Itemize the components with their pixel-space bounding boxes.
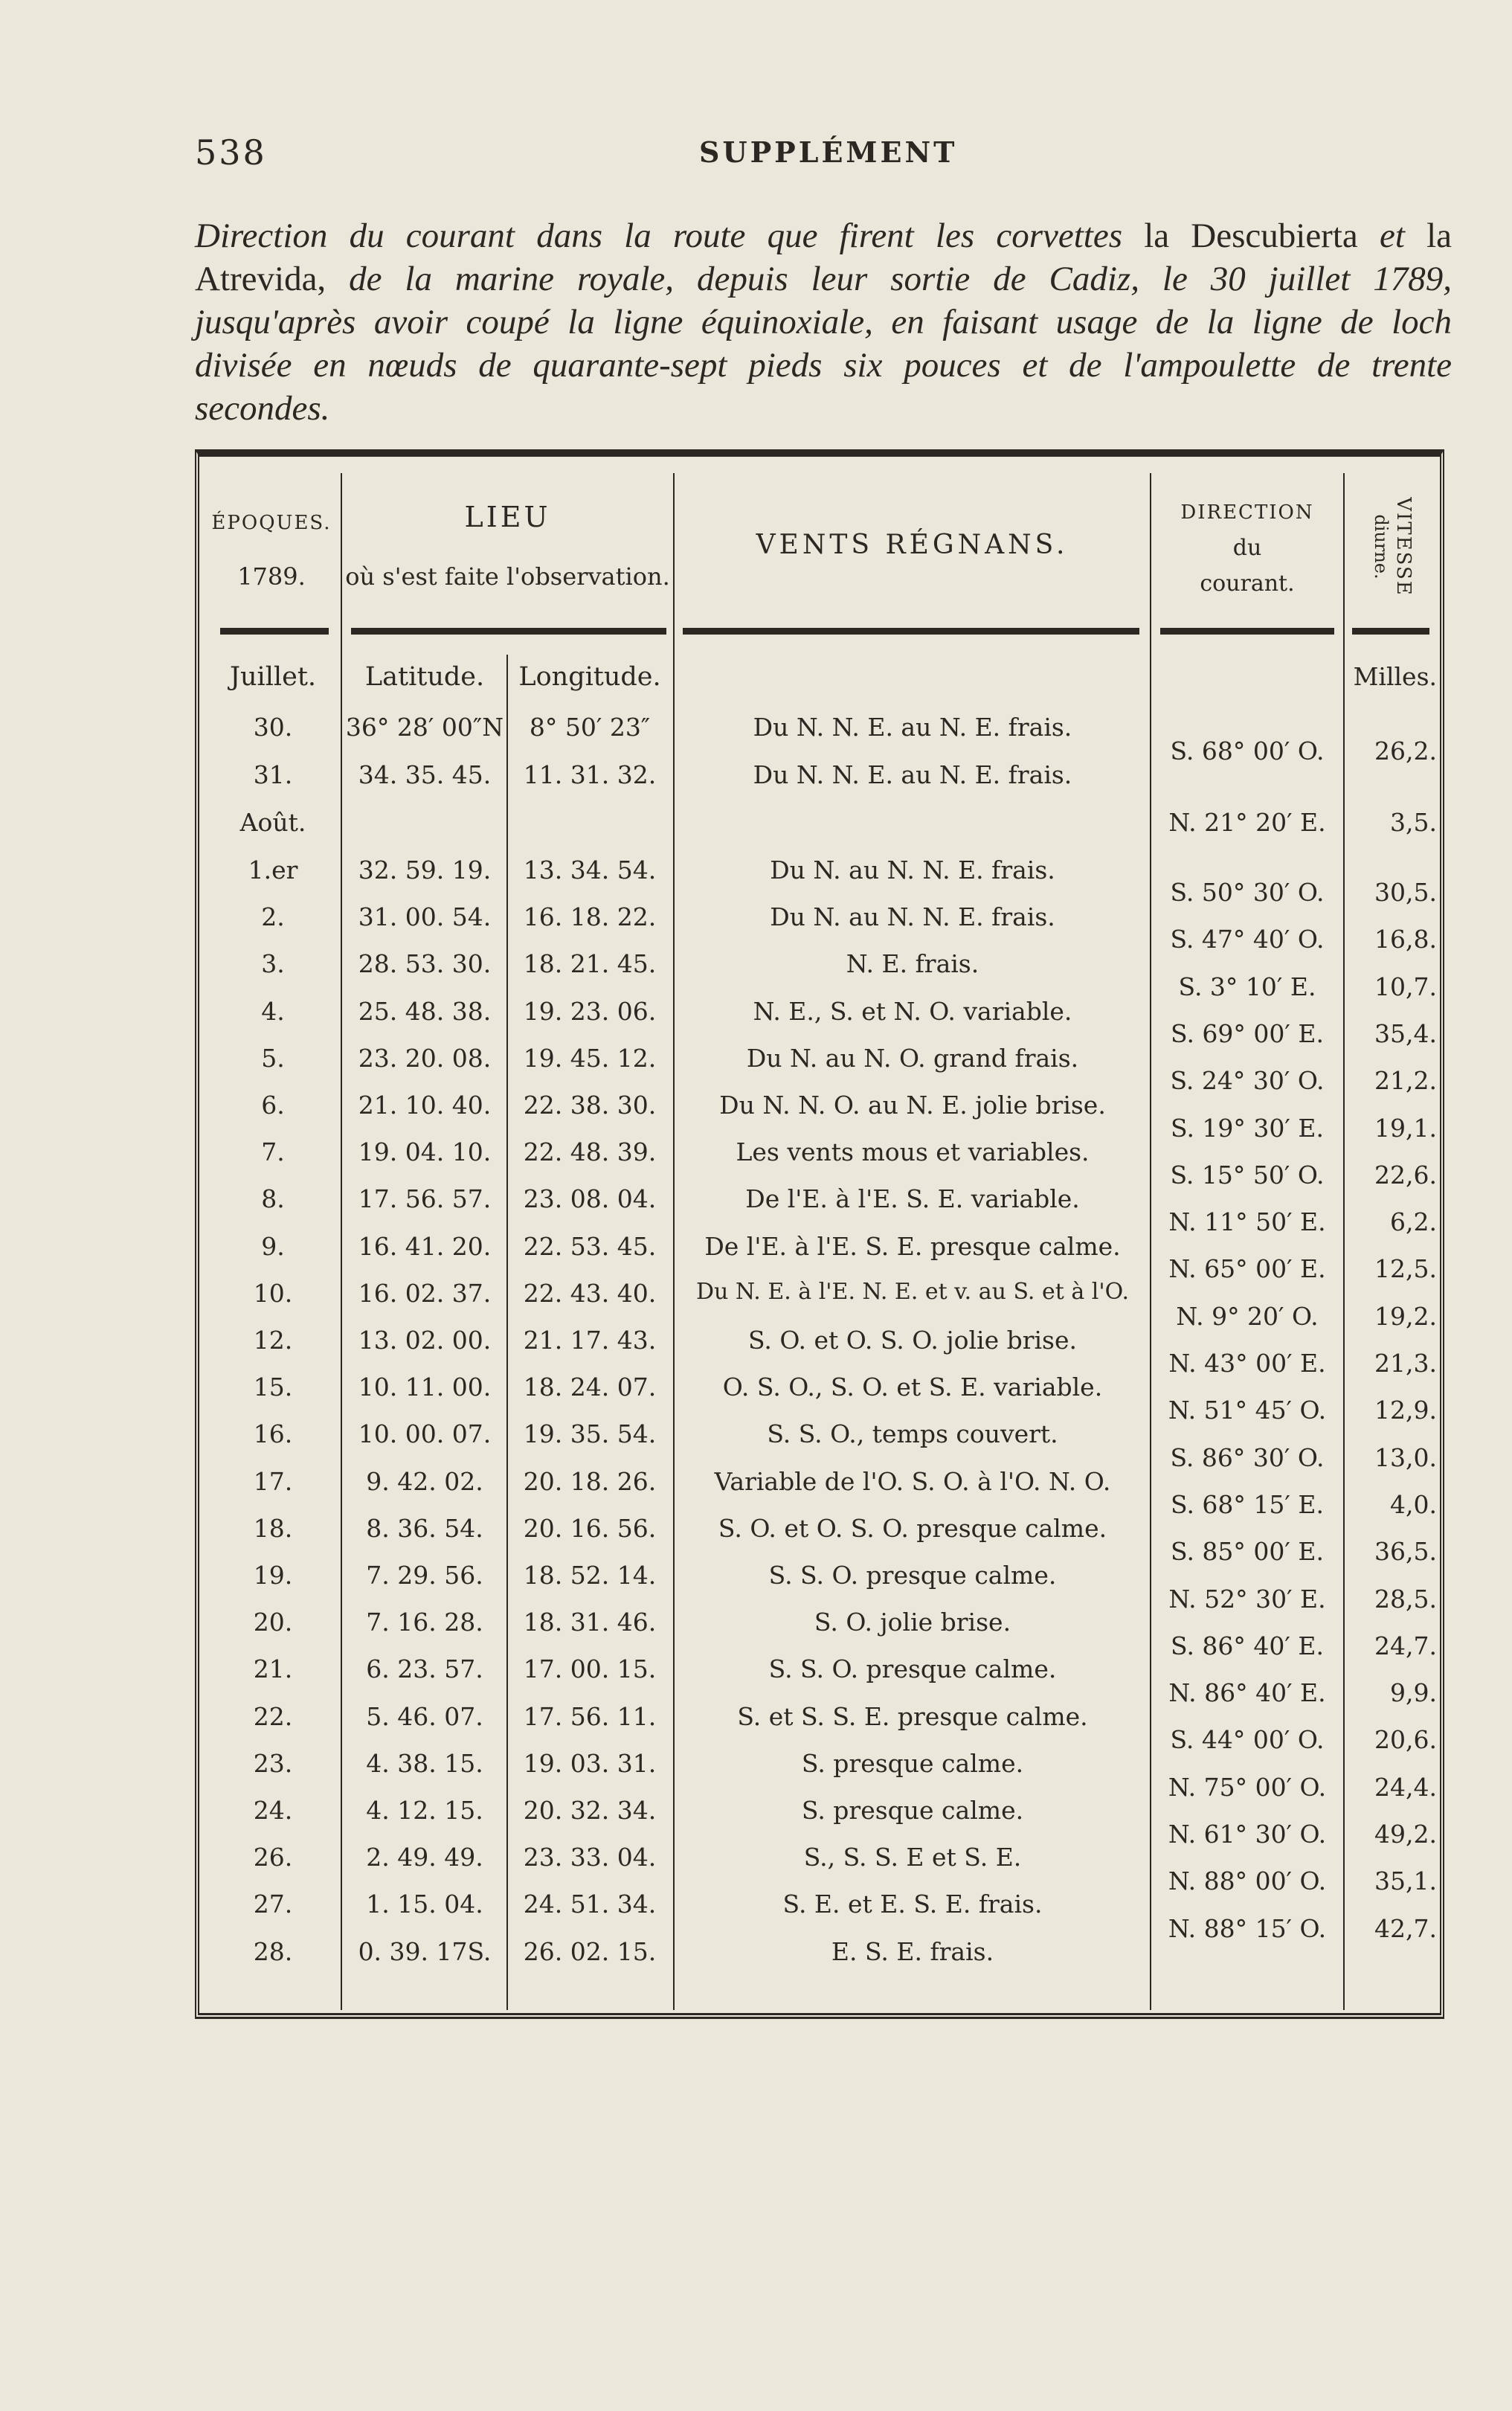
current-direction: S. 85° 00′ E. <box>1171 1537 1324 1567</box>
table-row-latitude: 1. 15. 04. <box>366 1890 483 1919</box>
current-speed: 26,2. <box>1374 736 1437 765</box>
table-row-latitude: 4. 12. 15. <box>366 1796 483 1825</box>
table-row-longitude: 26. 02. 15. <box>523 1936 657 1966</box>
current-direction: N. 21° 20′ E. <box>1168 808 1326 837</box>
current-direction: S. 50° 30′ O. <box>1170 878 1325 907</box>
table-row-longitude: 20. 32. 34. <box>523 1796 657 1825</box>
current-speed: 49,2. <box>1374 1820 1437 1849</box>
table-row-latitude: 7. 29. 56. <box>366 1561 483 1590</box>
table-row-longitude: 19. 23. 06. <box>523 996 657 1026</box>
table-row-day: 2. <box>261 902 285 932</box>
current-direction: S. 15° 50′ O. <box>1170 1160 1325 1190</box>
header-direction: DIRECTION <box>1180 501 1314 524</box>
current-direction: S. 44° 00′ O. <box>1170 1725 1325 1755</box>
header-rule-lieu <box>351 628 666 635</box>
table-row-day: 6. <box>261 1091 285 1120</box>
table-row-day: 24. <box>253 1796 293 1825</box>
current-speed: 6,2. <box>1390 1207 1437 1237</box>
current-direction: N. 51° 45′ O. <box>1168 1396 1327 1425</box>
table-row-latitude: 25. 48. 38. <box>358 996 492 1026</box>
table-row-longitude: 23. 33. 04. <box>523 1843 657 1872</box>
subheader-latitude: Latitude. <box>364 662 485 692</box>
table-row-vents: S. presque calme. <box>801 1796 1024 1825</box>
header-rule-vents <box>683 628 1139 635</box>
current-direction: S. 68° 15′ E. <box>1171 1489 1324 1519</box>
current-direction: N. 86° 40′ E. <box>1168 1678 1326 1708</box>
table-row-latitude: 31. 00. 54. <box>358 902 492 932</box>
table-row-vents: De l'E. à l'E. S. E. variable. <box>745 1184 1080 1214</box>
header-direction-courant: courant. <box>1200 571 1295 597</box>
table-row-day: 8. <box>261 1184 285 1214</box>
table-row-latitude: 23. 20. 08. <box>358 1043 492 1073</box>
header-year: 1789. <box>237 562 306 591</box>
table-row-latitude: 13. 02. 00. <box>358 1326 492 1355</box>
caption-part-1: Direction du courant dans la route que firent les corvettes <box>195 216 1145 255</box>
table-row-day: 31. <box>253 760 293 789</box>
table-row-day: 16. <box>253 1419 293 1449</box>
table-row-vents: S., S. S. E et S. E. <box>803 1843 1022 1872</box>
table-row-day: 20. <box>253 1608 293 1637</box>
subheader-milles: Milles. <box>1353 662 1437 691</box>
table-row-latitude: 17. 56. 57. <box>358 1184 492 1214</box>
table-row-vents: Du N. N. E. au N. E. frais. <box>753 760 1072 789</box>
table-row-vents: S. E. et E. S. E. frais. <box>782 1890 1043 1919</box>
table-row-longitude: 21. 17. 43. <box>523 1326 657 1355</box>
table-row-day: 30. <box>253 713 293 742</box>
current-speed: 3,5. <box>1390 808 1437 837</box>
table-row-day: 26. <box>253 1843 293 1872</box>
current-direction: S. 24° 30′ O. <box>1170 1066 1325 1096</box>
table-row-longitude: 13. 34. 54. <box>523 855 657 885</box>
table-row-vents: S. O. jolie brise. <box>814 1608 1011 1637</box>
table-row-day: 18. <box>253 1513 293 1543</box>
current-speed: 28,5. <box>1374 1584 1437 1614</box>
table-row-day: 4. <box>261 996 285 1026</box>
table-row-vents: Du N. au N. N. E. frais. <box>770 902 1055 932</box>
table-row-longitude: 22. 43. 40. <box>523 1278 657 1308</box>
current-speed: 35,1. <box>1374 1866 1437 1896</box>
table-row-day: 1.er <box>248 855 298 885</box>
table-row-vents: Variable de l'O. S. O. à l'O. N. O. <box>714 1466 1111 1496</box>
header-vitesse <box>1348 484 1437 610</box>
current-speed: 10,7. <box>1374 972 1437 1001</box>
table-row-latitude: 10. 00. 07. <box>358 1419 492 1449</box>
current-direction: N. 9° 20′ O. <box>1176 1301 1319 1331</box>
table-row-vents: E. S. E. frais. <box>831 1936 994 1966</box>
current-speed: 19,2. <box>1374 1301 1437 1331</box>
current-direction: S. 69° 00′ E. <box>1171 1018 1324 1048</box>
table-row-day: 3. <box>261 949 285 979</box>
current-direction: N. 52° 30′ E. <box>1168 1584 1326 1614</box>
table-row-latitude: 4. 38. 15. <box>366 1748 483 1778</box>
table-row-latitude: 28. 53. 30. <box>358 949 492 979</box>
month-juillet: Juillet. <box>229 662 317 692</box>
table-row-vents: N. E. frais. <box>846 949 979 979</box>
header-rule-vitesse <box>1352 628 1429 635</box>
current-speed: 12,5. <box>1374 1254 1437 1284</box>
table-row-latitude: 19. 04. 10. <box>358 1137 492 1167</box>
subheader-longitude: Longitude. <box>518 662 661 692</box>
table-caption <box>195 214 1452 430</box>
current-direction: N. 61° 30′ O. <box>1168 1820 1327 1849</box>
table-row-longitude: 8° 50′ 23″ <box>529 713 651 742</box>
current-speed: 16,8. <box>1374 925 1437 954</box>
table-row-latitude: 32. 59. 19. <box>358 855 492 885</box>
table-row-longitude: 20. 16. 56. <box>523 1513 657 1543</box>
table-row-day: 19. <box>253 1561 293 1590</box>
current-direction: S. 19° 30′ E. <box>1171 1113 1324 1143</box>
table-row-latitude: 5. 46. 07. <box>366 1701 483 1731</box>
table-row-latitude: 9. 42. 02. <box>366 1466 483 1496</box>
current-speed: 13,0. <box>1374 1442 1437 1472</box>
table-row-latitude: 16. 41. 20. <box>358 1231 492 1261</box>
table-row-day: 5. <box>261 1043 285 1073</box>
table-row-longitude: 16. 18. 22. <box>523 902 657 932</box>
table-row-day: 7. <box>261 1137 285 1167</box>
header-vitesse-text <box>1370 497 1415 597</box>
table-row-latitude: 21. 10. 40. <box>358 1091 492 1120</box>
table-row-vents: Du N. N. O. au N. E. jolie brise. <box>719 1091 1106 1120</box>
table-row-longitude: 19. 03. 31. <box>523 1748 657 1778</box>
current-speed: 42,7. <box>1374 1913 1437 1943</box>
current-speed: 24,4. <box>1374 1772 1437 1802</box>
table-row-day: 23. <box>253 1748 293 1778</box>
table-row-longitude: 24. 51. 34. <box>523 1890 657 1919</box>
table-row-longitude: 17. 00. 15. <box>523 1654 657 1684</box>
table-row-longitude: 11. 31. 32. <box>523 760 657 789</box>
current-direction: S. 86° 40′ E. <box>1171 1631 1324 1660</box>
table-row-longitude: 18. 21. 45. <box>523 949 657 979</box>
table-row-vents: S. presque calme. <box>801 1748 1024 1778</box>
current-direction: S. 86° 30′ O. <box>1170 1442 1325 1472</box>
table-row-vents: O. S. O., S. O. et S. E. variable. <box>722 1373 1103 1402</box>
table-row-longitude: 17. 56. 11. <box>523 1701 657 1731</box>
table-row-vents: N. E., S. et N. O. variable. <box>753 996 1072 1026</box>
table-row-longitude: 22. 48. 39. <box>523 1137 657 1167</box>
table-row-latitude: 0. 39. 17S. <box>358 1936 492 1966</box>
table-row-vents: Du N. au N. O. grand frais. <box>746 1043 1079 1073</box>
table-row-vents: S. S. O. presque calme. <box>768 1561 1057 1590</box>
header-lieu: LIEU <box>464 501 551 533</box>
table-row-day: 22. <box>253 1701 293 1731</box>
page-number: 538 <box>195 132 267 173</box>
table-row-vents: S. S. O., temps couvert. <box>767 1419 1058 1449</box>
header-rule-direction <box>1160 628 1334 635</box>
table-row-day: 17. <box>253 1466 293 1496</box>
current-direction: N. 88° 15′ O. <box>1168 1913 1327 1943</box>
table-row-latitude: 7. 16. 28. <box>366 1608 483 1637</box>
caption-ship-descubierta: la Descubierta <box>1144 216 1358 255</box>
header-epoques: ÉPOQUES. <box>211 512 332 534</box>
current-speed: 24,7. <box>1374 1631 1437 1660</box>
table-row-vents: S. S. O. presque calme. <box>768 1654 1057 1684</box>
table-row-latitude: 10. 11. 00. <box>358 1373 492 1402</box>
current-direction: N. 65° 00′ E. <box>1168 1254 1326 1284</box>
current-speed: 19,1. <box>1374 1113 1437 1143</box>
table-row-day: 21. <box>253 1654 293 1684</box>
table-row-longitude: 23. 08. 04. <box>523 1184 657 1214</box>
table-row-latitude: 16. 02. 37. <box>358 1278 492 1308</box>
table-row-vents: Du N. au N. N. E. frais. <box>770 855 1055 885</box>
table-row-vents: S. O. et O. S. O. jolie brise. <box>747 1326 1078 1355</box>
table-row-latitude: 34. 35. 45. <box>358 760 492 789</box>
header-direction-du: du <box>1232 535 1262 561</box>
table-row-vents: De l'E. à l'E. S. E. presque calme. <box>704 1231 1121 1261</box>
current-direction: S. 47° 40′ O. <box>1170 925 1325 954</box>
current-speed: 9,9. <box>1390 1678 1437 1708</box>
header-lieu-sub: où s'est faite l'observation. <box>345 562 670 591</box>
current-speed: 36,5. <box>1374 1537 1437 1567</box>
current-speed: 20,6. <box>1374 1725 1437 1755</box>
table-row-latitude: 8. 36. 54. <box>366 1513 483 1543</box>
current-speed: 30,5. <box>1374 878 1437 907</box>
caption-part-2: et <box>1379 216 1427 255</box>
table-row-day: 9. <box>261 1231 285 1261</box>
current-speed: 4,0. <box>1390 1489 1437 1519</box>
table-row-vents: Du N. N. E. au N. E. frais. <box>753 713 1072 742</box>
table-row-longitude: 18. 31. 46. <box>523 1608 657 1637</box>
table-row-longitude: 18. 52. 14. <box>523 1561 657 1590</box>
table-row-vents: Du N. E. à l'E. N. E. et v. au S. et à l'O. <box>696 1278 1129 1305</box>
table-row-day: 12. <box>253 1326 293 1355</box>
caption-ship-atrevida: la Atrevida, <box>195 216 1452 298</box>
table-row-latitude: 6. 23. 57. <box>366 1654 483 1684</box>
table-row-longitude: 19. 45. 12. <box>523 1043 657 1073</box>
current-speed: 21,3. <box>1374 1349 1437 1378</box>
table-row-longitude: 18. 24. 07. <box>523 1373 657 1402</box>
current-direction: N. 75° 00′ O. <box>1168 1772 1327 1802</box>
current-speed: 12,9. <box>1374 1396 1437 1425</box>
table-row-vents: S. O. et O. S. O. presque calme. <box>718 1513 1107 1543</box>
table-row-day: 28. <box>253 1936 293 1966</box>
current-direction: N. 11° 50′ E. <box>1168 1207 1326 1237</box>
running-head: SUPPLÉMENT <box>699 135 958 169</box>
header-rule-epoques <box>220 628 329 635</box>
current-speed: 21,2. <box>1374 1066 1437 1096</box>
caption-part-3: de la marine royale, depuis leur sortie de Cadiz, le 30 juillet 1789, jusqu'après avoir coupé la ligne équinoxiale, en faisant usage de la ligne de loch divisée en nœuds de quarante-sept pieds six pouces et de l'ampoulette de trente secondes. <box>195 260 1452 428</box>
table-row-longitude: 20. 18. 26. <box>523 1466 657 1496</box>
header-vents: VENTS RÉGNANS. <box>756 530 1069 560</box>
table-row-day: 10. <box>253 1278 293 1308</box>
current-speed: 35,4. <box>1374 1018 1437 1048</box>
month-aout: Août. <box>239 808 306 837</box>
table-row-latitude: 2. 49. 49. <box>366 1843 483 1872</box>
table-row-latitude: 36° 28′ 00″N <box>345 713 504 742</box>
table-row-day: 15. <box>253 1373 293 1402</box>
current-direction: S. 68° 00′ O. <box>1170 736 1325 765</box>
table-row-longitude: 22. 53. 45. <box>523 1231 657 1261</box>
header-vitesse-sub: diurne. <box>1371 514 1392 580</box>
table-row-day: 27. <box>253 1890 293 1919</box>
current-direction: N. 43° 00′ E. <box>1168 1349 1326 1378</box>
current-speed: 22,6. <box>1374 1160 1437 1190</box>
table-row-vents: S. et S. S. E. presque calme. <box>737 1701 1088 1731</box>
table-row-longitude: 22. 38. 30. <box>523 1091 657 1120</box>
header-vitesse-label: VITESSE <box>1392 497 1415 597</box>
current-direction: N. 88° 00′ O. <box>1168 1866 1327 1896</box>
current-direction: S. 3° 10′ E. <box>1178 972 1316 1001</box>
table-row-longitude: 19. 35. 54. <box>523 1419 657 1449</box>
table-row-vents: Les vents mous et variables. <box>736 1137 1090 1167</box>
